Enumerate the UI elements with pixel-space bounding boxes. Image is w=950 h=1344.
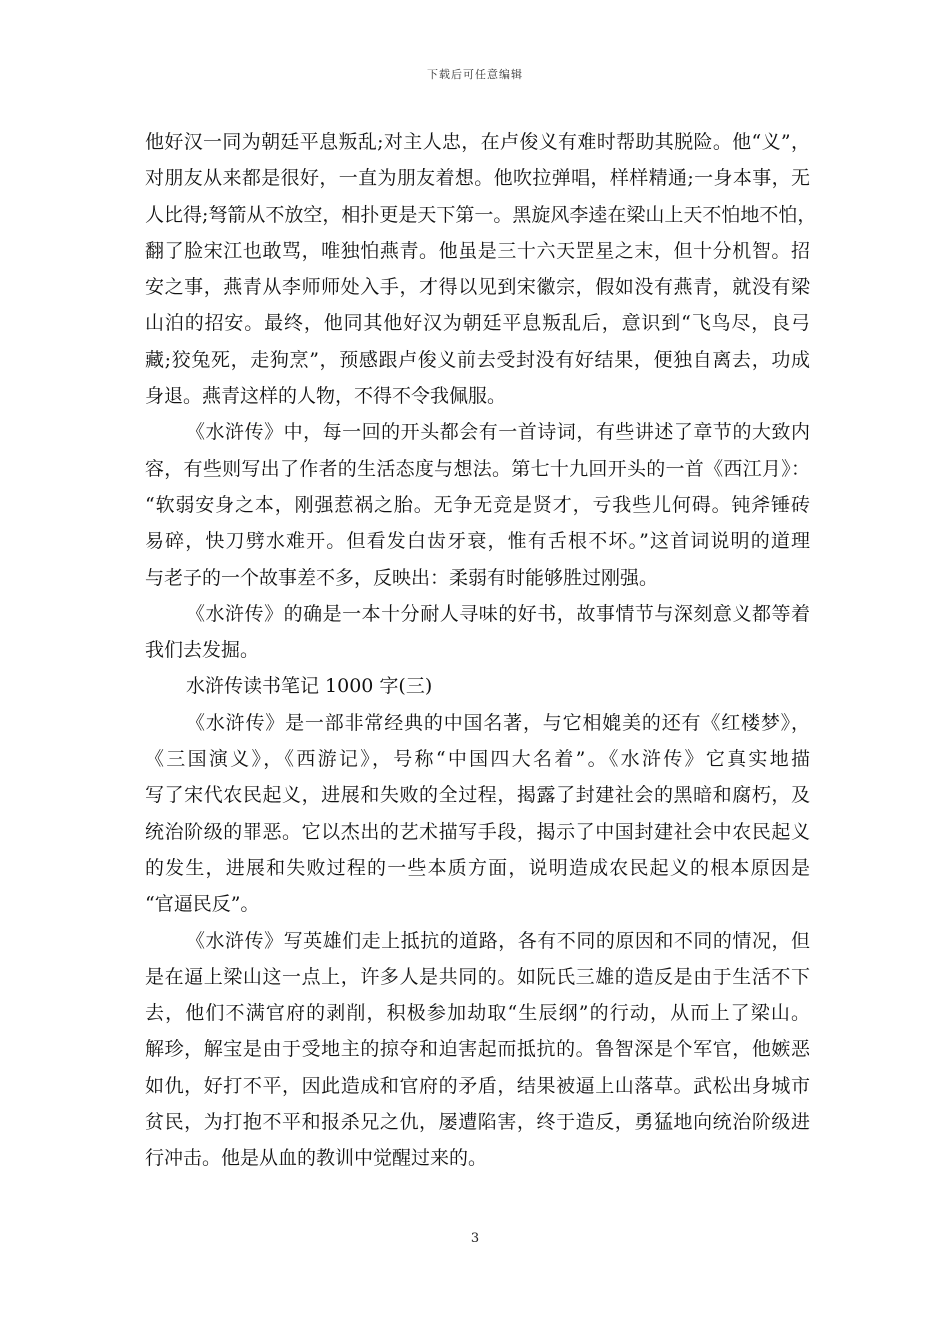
text-line: 去，他们不满官府的剥削，积极参加劫取“生辰纲”的行动，从而上了梁山。 [145, 1002, 810, 1025]
text-line: 我们去发掘。 [145, 639, 260, 662]
document-body [145, 124, 817, 1177]
text-line: 的发生，进展和失败过程的一些本质方面，说明造成农民起义的根本原因是 [145, 856, 810, 879]
text-line: 对朋友从来都是很好，一直为朋友着想。他吹拉弹唱，样样精通;一身本事，无 [145, 167, 810, 190]
text-line: 易碎，快刀劈水难开。但看发白齿牙衰，惟有舌根不坏。”这首词说明的道理 [145, 530, 810, 553]
text-line: 翻了脸宋江也敢骂，唯独怕燕青。他虽是三十六天罡星之末，但十分机智。招 [145, 239, 810, 262]
text-line: 《三国演义》，《西游记》，号称“中国四大名着”。《水浒传》它真实地描 [145, 748, 810, 771]
text-line: 容，有些则写出了作者的生活态度与想法。第七十九回开头的一首《西江月》： [145, 457, 810, 480]
text-line: 解珍，解宝是由于受地主的掠夺和迫害起而抵抗的。鲁智深是个军官，他嫉恶 [145, 1038, 810, 1061]
text-line: “官逼民反”。 [145, 893, 260, 916]
text-line: 藏;狡兔死，走狗烹”，预感跟卢俊义前去受封没有好结果，便独自离去，功成 [145, 348, 810, 371]
text-line: 是在逼上梁山这一点上，许多人是共同的。如阮氏三雄的造反是由于生活不下 [145, 965, 810, 988]
text-line: 《水浒传》的确是一本十分耐人寻味的好书，故事情节与深刻意义都等着 [186, 602, 810, 625]
text-line: 贫民，为打抱不平和报杀兄之仇，屡遭陷害，终于造反，勇猛地向统治阶级进 [145, 1111, 810, 1134]
text-line: 与老子的一个故事差不多，反映出：柔弱有时能够胜过刚强。 [145, 566, 659, 589]
text-line: “软弱安身之本，刚强惹祸之胎。无争无竞是贤才，亏我些儿何碍。钝斧锤砖 [145, 493, 810, 516]
text-line: 身退。燕青这样的人物，不得不令我佩服。 [145, 385, 507, 408]
text-line: 行冲击。他是从血的教训中觉醒过来的。 [145, 1147, 488, 1170]
text-line: 人比得;弩箭从不放空，相扑更是天下第一。黑旋风李逵在梁山上天不怕地不怕， [145, 203, 817, 226]
section-heading: 水浒传读书笔记 1000 字(三) [186, 675, 433, 698]
text-line: 山泊的招安。最终，他同其他好汉为朝廷平息叛乱后，意识到“飞鸟尽，良弓 [145, 312, 810, 335]
text-line: 安之事，燕青从李师师处入手，才得以见到宋徽宗，假如没有燕青，就没有梁 [145, 276, 810, 299]
text-line: 《水浒传》写英雄们走上抵抗的道路，各有不同的原因和不同的情况，但 [186, 929, 810, 952]
text-line: 写了宋代农民起义，进展和失败的全过程，揭露了封建社会的黑暗和腐朽，及 [145, 784, 810, 807]
text-line: 他好汉一同为朝廷平息叛乱;对主人忠，在卢俊义有难时帮助其脱险。他“义”， [145, 131, 810, 153]
text-line: 如仇，好打不平，因此造成和官府的矛盾，结果被逼上山落草。武松出身城市 [145, 1074, 810, 1097]
page-number: 3 [470, 1231, 480, 1246]
text-line: 《水浒传》中，每一回的开头都会有一首诗词，有些讲述了章节的大致内 [186, 421, 810, 444]
text-line: 《水浒传》是一部非常经典的中国名著，与它相媲美的还有《红楼梦》， [186, 711, 810, 734]
text-line: 统治阶级的罪恶。它以杰出的艺术描写手段，揭示了中国封建社会中农民起义 [145, 820, 810, 843]
page-header: 下载后可任意编辑 [427, 68, 523, 81]
